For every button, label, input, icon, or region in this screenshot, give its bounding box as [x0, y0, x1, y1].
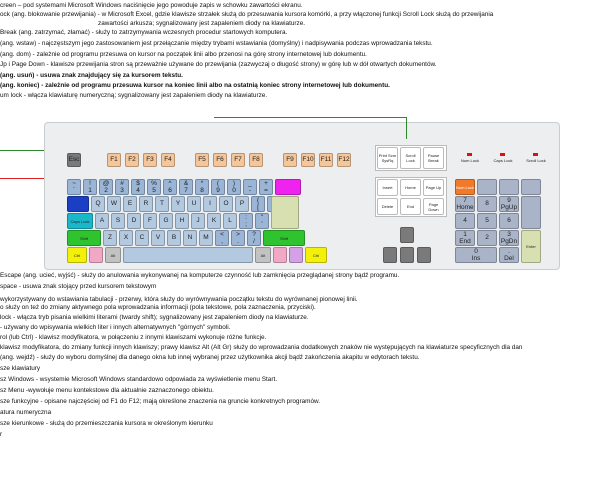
row4-key-7 — [199, 230, 213, 246]
top-text-line: creen – pod systemami Microsoft Windows naciśnięcie jego powoduje zapis w schowku zawartości ekranu. — [0, 2, 303, 9]
f4-key-label: F4 — [164, 156, 172, 163]
row4-key-2-label: X — [123, 234, 129, 241]
top-text-line: (ang. koniec) - zależnie od programu przesuwa kursor na koniec linii albo na ostatnią koniec strony internetowej lub dokumentu. — [0, 82, 390, 89]
arrow-up-key — [400, 227, 414, 243]
nav-key-3 — [423, 179, 444, 196]
row3-key-11-lower: ' — [261, 220, 263, 228]
nav-key-2-label: Home — [405, 185, 416, 190]
bottom-text-line: sz Menu -wywołuje menu kontekstowe dla aktualnie zaznaczonego obiektu. — [0, 387, 214, 394]
nav-key-5 — [400, 198, 421, 215]
esc-key-label: Esc — [68, 156, 80, 163]
row1-key-3 — [99, 179, 113, 195]
numpad-9-key — [499, 196, 519, 212]
numpad-3-key-upper: 3 — [507, 230, 511, 238]
row1-key-12-upper: _ — [248, 179, 252, 187]
f2-key — [125, 153, 139, 167]
row2-key-11-upper: { — [256, 196, 260, 204]
row1-key-5-lower: 4 — [136, 186, 140, 194]
num-lock-key — [455, 179, 475, 195]
row1-key-7-upper: ^ — [168, 179, 172, 187]
row1-key-1 — [67, 179, 81, 195]
windows-left-key — [89, 247, 103, 263]
row4-key-9 — [231, 230, 245, 246]
row4-key-5 — [167, 230, 181, 246]
row3-key-10 — [239, 213, 253, 229]
row2-key-7 — [187, 196, 201, 212]
row4-key-4-label: V — [155, 234, 161, 241]
bottom-text-line: r — [0, 431, 3, 438]
alt-right-key-label: Alt — [260, 252, 266, 258]
row1-key-4-lower: 3 — [120, 186, 124, 194]
row4-key-7-label: M — [203, 234, 209, 241]
keyboard-diagram — [44, 122, 560, 270]
ctrl-left-key-label: Ctrl — [73, 252, 81, 258]
numpad-7-key-upper: 7 — [463, 196, 467, 204]
f9-key — [283, 153, 297, 167]
row2-key-6 — [171, 196, 185, 212]
nav-key-1 — [377, 179, 398, 196]
arrow-left-key — [383, 247, 397, 263]
ctrl-right-key — [305, 247, 327, 263]
arrow-down-key — [400, 247, 414, 263]
row2-key-9-label: O — [223, 200, 229, 207]
numpad-multiply-key — [499, 179, 519, 195]
indicator-led — [533, 153, 538, 156]
row4-key-8-lower: , — [221, 237, 223, 245]
f2-key-label: F2 — [128, 156, 136, 163]
row1-key-10-lower: 9 — [216, 186, 220, 194]
bottom-text-line: wykorzystywany do wstawiania tabulacji - przerwy, która służy do wyrównywania początku tekstu do wyrównanej pionowej linii. — [0, 296, 358, 303]
row3-key-11-upper: " — [260, 213, 264, 221]
row2-key-7-label: U — [191, 200, 197, 207]
row4-key-10 — [247, 230, 261, 246]
shift-right-key-label: Shift — [279, 235, 288, 241]
row1-key-11 — [227, 179, 241, 195]
alt-left-key — [105, 247, 121, 263]
numpad-4-key — [455, 213, 475, 229]
row1-key-4 — [115, 179, 129, 195]
row1-key-5-upper: $ — [136, 179, 140, 187]
row3-key-8-label: K — [211, 217, 217, 224]
numpad-0-key — [455, 247, 497, 263]
f5-key-label: F5 — [198, 156, 206, 163]
f12-key — [337, 153, 351, 167]
row1-key-2 — [83, 179, 97, 195]
numpad-9-key-lower: PgUp — [500, 203, 518, 211]
f5-key — [195, 153, 209, 167]
row2-key-8 — [203, 196, 217, 212]
numpad-dot-key-lower: Del — [504, 254, 514, 262]
row1-key-1-upper: ~ — [72, 179, 76, 187]
row1-key-8-lower: 7 — [184, 186, 188, 194]
row1-key-10 — [211, 179, 225, 195]
enter-key — [271, 196, 299, 229]
top-text-line: Jp i Page Down - klawisze przewijania stron są przeważnie używane do przewijania (zazwyczaj o długość strony) w górę lub w dół otwartych dokumentów. — [0, 61, 437, 68]
shift-right-key — [263, 230, 305, 246]
numpad-5-key-label: 5 — [485, 217, 489, 224]
sys-key-1 — [377, 147, 398, 169]
row3-key-5 — [159, 213, 173, 229]
f8-key-label: F8 — [252, 156, 260, 163]
space-key — [123, 247, 253, 263]
row1-key-6-upper: % — [151, 179, 157, 187]
caps-lock-key — [67, 213, 93, 229]
bottom-text-line: atura numeryczna — [0, 409, 52, 416]
row3-key-7-label: J — [196, 217, 200, 224]
row2-key-10 — [235, 196, 249, 212]
nav-key-3-label: Page Up — [425, 185, 442, 190]
row1-key-4-upper: # — [120, 179, 124, 187]
numpad-8-key-label: 8 — [485, 200, 489, 207]
f7-key — [231, 153, 245, 167]
numpad-0-key-lower: Ins — [471, 254, 481, 262]
row4-key-9-lower: . — [237, 237, 239, 245]
numpad-enter-key-label: Enter — [526, 244, 536, 249]
indicator-label: Scroll Lock — [526, 158, 546, 163]
numpad-minus-key — [521, 179, 541, 195]
indicator-led — [500, 153, 505, 156]
f6-key — [213, 153, 227, 167]
numpad-3-key — [499, 230, 519, 246]
row3-key-7 — [191, 213, 205, 229]
f4-key — [161, 153, 175, 167]
numpad-plus-key — [521, 196, 541, 229]
sys-key-2-label: Scroll Lock — [405, 153, 416, 163]
row1-key-9-upper: * — [200, 179, 204, 187]
row4-key-6-label: N — [187, 234, 193, 241]
top-text-line: (ang. dom) - zależnie od programu przesuwa on kursor na początek linii albo przenosi na górę strony internetowej lub dokumentu. — [0, 51, 367, 58]
row1-key-13 — [259, 179, 273, 195]
row1-key-8-upper: & — [183, 179, 189, 187]
row3-key-8 — [207, 213, 221, 229]
row2-key-1-label: Q — [95, 200, 101, 207]
top-text-line: ock (ang. blokowanie przewijania) - w Microsoft Excel, gdzie klawisze strzałek służą do przesuwania kursora komórki, a przy włączonej funkcji Scroll Lock służą do przewijania — [0, 11, 494, 18]
row3-key-4-label: F — [148, 217, 152, 224]
row3-key-2-label: S — [115, 217, 121, 224]
ctrl-right-key-label: Ctrl — [312, 252, 320, 258]
row3-key-1-label: A — [99, 217, 105, 224]
row1-key-5 — [131, 179, 145, 195]
row4-key-6 — [183, 230, 197, 246]
row3-key-9-label: L — [228, 217, 232, 224]
row1-key-2-upper: ! — [89, 179, 91, 187]
row1-key-12 — [243, 179, 257, 195]
row1-key-7-lower: 6 — [168, 186, 172, 194]
row2-key-11 — [251, 196, 265, 212]
row4-key-4 — [151, 230, 165, 246]
nav-key-4-label: Delete — [381, 204, 394, 209]
numpad-enter-key — [521, 230, 541, 263]
numpad-2-key — [477, 230, 497, 246]
caps-lock-key-label: Caps Lock — [70, 218, 90, 224]
f1-key-label: F1 — [110, 156, 118, 163]
bottom-text-line: lock - włącza tryb pisania wielkimi literami (twardy shift); sygnalizowany jest zapaleniem diody na klawiaturze. — [0, 314, 309, 321]
row2-key-3-label: E — [127, 200, 133, 207]
row1-key-11-lower: 0 — [232, 186, 236, 194]
f9-key-label: F9 — [286, 156, 294, 163]
numpad-7-key-lower: Home — [456, 203, 474, 211]
alt-right-key — [255, 247, 271, 263]
nav-key-4 — [377, 198, 398, 215]
row1-key-13-lower: = — [264, 186, 268, 194]
row2-key-3 — [123, 196, 137, 212]
top-text-line: um lock - włącza klawiaturę numeryczną; sygnalizowany jest zapaleniem diody na klawiaturze. — [0, 92, 268, 99]
row4-key-8-upper: < — [220, 230, 224, 238]
ctrl-left-key — [67, 247, 87, 263]
nav-key-6 — [423, 198, 444, 215]
row1-key-8 — [179, 179, 193, 195]
numpad-3-key-lower: PgDn — [500, 237, 518, 245]
windows-right-key — [273, 247, 287, 263]
numpad-dot-key-upper: . — [508, 247, 510, 255]
row2-key-11-lower: [ — [257, 203, 259, 211]
row2-key-5-label: T — [160, 200, 164, 207]
numpad-6-key — [499, 213, 519, 229]
row3-key-3 — [127, 213, 141, 229]
shift-left-key-label: Shift — [79, 235, 88, 241]
menu-key — [289, 247, 303, 263]
esc-key — [67, 153, 81, 167]
bottom-text-line: (ang. wejdź) - służy do wyboru domyślnej dla danego okna lub innej wybranej przez użytkownika akcji bądź zakończenia akapitu w edytorach tekstu. — [0, 354, 420, 361]
numpad-1-key-upper: 1 — [463, 230, 467, 238]
row3-key-10-upper: : — [245, 213, 247, 221]
row4-key-3-label: C — [139, 234, 145, 241]
row3-key-6-label: H — [179, 217, 185, 224]
top-text-line: (ang. wstaw) - najczęstszym jego zastosowaniem jest przełączanie między trybami wstawiania (domyślny) i nadpisywania podczas wprowadzania tekstu. — [0, 40, 433, 47]
row1-key-9 — [195, 179, 209, 195]
f11-key — [319, 153, 333, 167]
numpad-1-key — [455, 230, 475, 246]
indicator-label: Caps Lock — [493, 158, 513, 163]
row4-key-10-lower: / — [253, 237, 255, 245]
row2-key-8-label: I — [209, 200, 211, 207]
tab-key — [67, 196, 89, 212]
top-text-line: zawartości arkusza; sygnalizowany jest zapaleniem diody na klawiaturze. — [98, 20, 306, 27]
row1-key-13-upper: + — [264, 179, 268, 187]
bottom-text-line: sze klawiatury — [0, 365, 41, 372]
row4-key-1-label: Z — [108, 234, 112, 241]
row3-key-1 — [95, 213, 109, 229]
connector-line-red — [0, 178, 44, 179]
row1-key-6 — [147, 179, 161, 195]
row2-key-10-label: P — [239, 200, 245, 207]
sys-key-2 — [400, 147, 421, 169]
f8-key — [249, 153, 263, 167]
top-text-line: Break (ang. zatrzymać, złamać) - służy to zatrzymywania wczesnych procedur startowych komputera. — [0, 29, 288, 36]
row2-key-4-label: R — [143, 200, 149, 207]
bottom-text-line: rol (lub Ctrl) - klawisz modyfikatora, w połączeniu z innymi klawiszami wykonuje różne funkcje. — [0, 334, 267, 341]
row1-key-12-lower: - — [248, 186, 252, 194]
bottom-text-line: klawisz modyfikatora, do zmiany funkcji innych klawiszy; prawy klawisz Alt (Alt Gr) służy do wprowadzania dodatkowych znaków nie występujących na klawiaturze specyficznych dla dan — [0, 344, 523, 351]
bottom-text-line: space - usuwa znak stojący przed kursorem tekstowym — [0, 283, 157, 290]
row1-key-9-lower: 8 — [200, 186, 204, 194]
numpad-4-key-label: 4 — [463, 217, 467, 224]
bottom-text-line: Escape (ang. ucieć, wyjść) - służy do anulowania wykonywanej na komputerze czynność lub zamknięcia przeglądanej strony bądź programu. — [0, 272, 400, 279]
numpad-9-key-upper: 9 — [507, 196, 511, 204]
alt-left-key-label: Alt — [110, 252, 116, 258]
row2-key-2 — [107, 196, 121, 212]
row2-key-2-label: W — [110, 200, 118, 207]
sys-key-1-label: Print Scrn SysRq — [378, 153, 397, 163]
row2-key-1 — [91, 196, 105, 212]
sys-key-3-label: Pause Break — [427, 153, 440, 163]
row1-key-11-upper: ) — [232, 179, 236, 187]
row3-key-11 — [255, 213, 269, 229]
numpad-2-key-label: 2 — [485, 234, 489, 241]
f10-key — [301, 153, 315, 167]
bottom-text-line: sz Windows - wsystemie Microsoft Windows standardowo odpowiada za wyświetlenie menu Start. — [0, 376, 278, 383]
row3-key-6 — [175, 213, 189, 229]
row1-key-7 — [163, 179, 177, 195]
numpad-6-key-label: 6 — [507, 217, 511, 224]
bottom-text-line: sze funkcyjne - opisane najczęściej od F1 do F12; mają określone znaczenia na gruncie konkretnych programów. — [0, 398, 321, 405]
row3-key-4 — [143, 213, 157, 229]
numpad-0-key-upper: 0 — [474, 247, 478, 255]
row2-key-9 — [219, 196, 233, 212]
connector-line-top — [214, 117, 406, 118]
f12-key-label: F12 — [338, 156, 350, 163]
numpad-dot-key — [499, 247, 519, 263]
f11-key-label: F11 — [320, 156, 332, 163]
row1-key-2-lower: 1 — [88, 186, 92, 194]
row3-key-5-label: G — [163, 217, 169, 224]
f3-key-label: F3 — [146, 156, 154, 163]
shift-left-key — [67, 230, 101, 246]
top-text-line: (ang. usuń) - usuwa znak znajdujący się za kursorem tekstu. — [0, 72, 183, 79]
f10-key-label: F10 — [302, 156, 314, 163]
f7-key-label: F7 — [234, 156, 242, 163]
row4-key-3 — [135, 230, 149, 246]
bottom-text-line: sze kierunkowe - służą do przemieszczania kursora w określonym kierunku — [0, 420, 213, 427]
numpad-divide-key — [477, 179, 497, 195]
row3-key-2 — [111, 213, 125, 229]
f6-key-label: F6 — [216, 156, 224, 163]
row2-key-5 — [155, 196, 169, 212]
row4-key-2 — [119, 230, 133, 246]
row3-key-10-lower: ; — [245, 220, 247, 228]
connector-line-right — [406, 117, 407, 139]
indicator-led — [467, 153, 472, 156]
row3-key-9 — [223, 213, 237, 229]
connector-line-green-left — [0, 150, 44, 151]
row4-key-9-upper: > — [236, 230, 240, 238]
bottom-text-line: o służy on też do zmiany aktywnego pola wprowadzania informacji (pola tekstowe, pola zaznaczenia, przyciski). — [0, 304, 316, 311]
nav-key-2 — [400, 179, 421, 196]
row4-key-10-upper: ? — [252, 230, 256, 238]
nav-key-5-label: End — [406, 204, 415, 209]
nav-key-1-label: Insert — [382, 185, 393, 190]
numpad-7-key — [455, 196, 475, 212]
row1-key-6-lower: 5 — [152, 186, 156, 194]
numpad-1-key-lower: End — [459, 237, 471, 245]
backspace-key — [275, 179, 301, 195]
row1-key-1-lower: ` — [72, 186, 76, 194]
row1-key-3-lower: 2 — [104, 186, 108, 194]
arrow-right-key — [417, 247, 431, 263]
row1-key-3-upper: @ — [102, 179, 110, 187]
sys-key-3 — [423, 147, 444, 169]
row4-key-5-label: B — [171, 234, 177, 241]
row2-key-6-label: Y — [175, 200, 181, 207]
numpad-5-key — [477, 213, 497, 229]
num-lock-key-label: Num Lock — [456, 184, 475, 190]
bottom-text-line: - używany do wpisywania wielkich liter i innych alternatywnych "górnych" symboli. — [0, 324, 231, 331]
nav-key-6-label: Page Down — [428, 201, 439, 212]
numpad-8-key — [477, 196, 497, 212]
row4-key-1 — [103, 230, 117, 246]
row4-key-8 — [215, 230, 229, 246]
indicator-label: Num Lock — [460, 158, 479, 163]
row1-key-10-upper: ( — [216, 179, 220, 187]
f3-key — [143, 153, 157, 167]
row2-key-4 — [139, 196, 153, 212]
row3-key-3-label: D — [131, 217, 137, 224]
f1-key — [107, 153, 121, 167]
